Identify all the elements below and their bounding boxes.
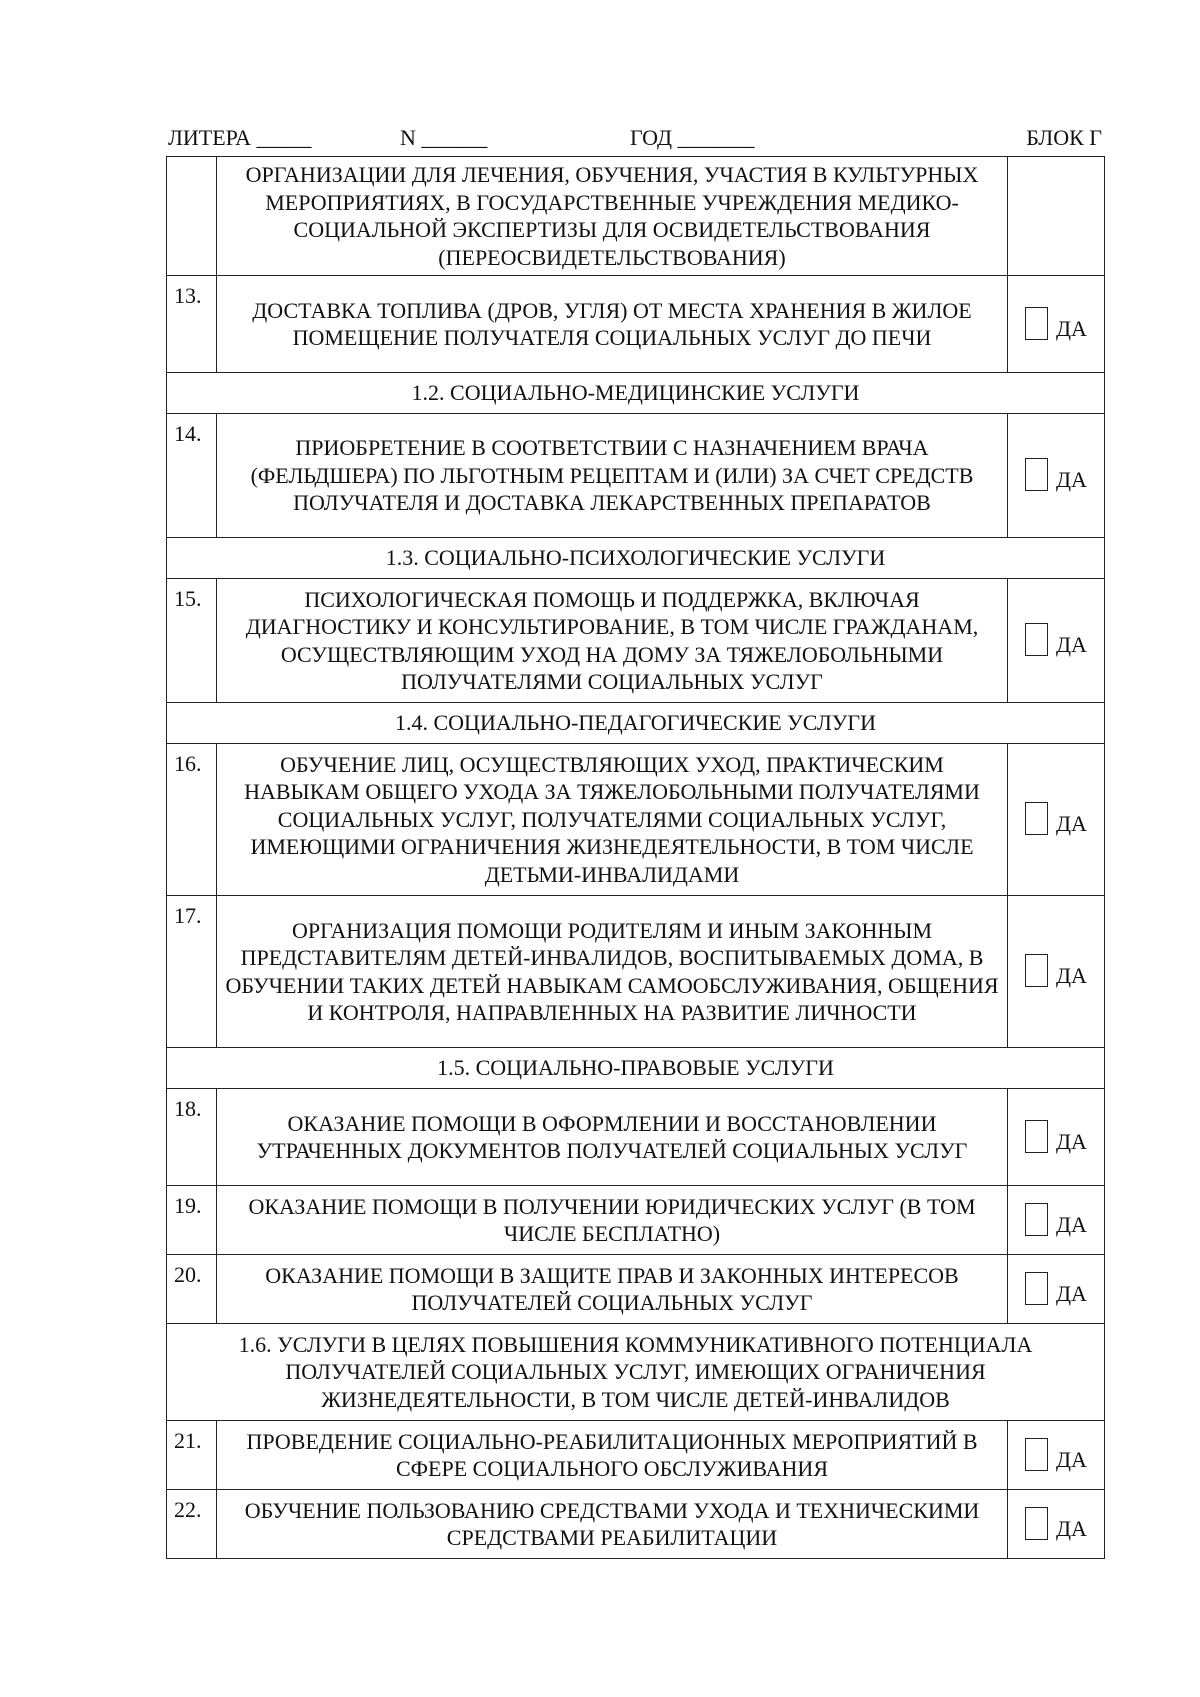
yes-label: ДА (1056, 1515, 1087, 1541)
item-description: ОРГАНИЗАЦИИ ДЛЯ ЛЕЧЕНИЯ, ОБУЧЕНИЯ, УЧАСТИЯ В КУЛЬТУРНЫХ МЕРОПРИЯТИЯХ, В ГОСУДАРСТВЕННЫЕ УЧРЕЖДЕНИЯ МЕДИКО-СОЦИАЛЬНОЙ ЭКСПЕРТИЗЫ ДЛЯ ОСВИДЕТЕЛЬСТВОВАНИЯ (ПЕРЕОСВИДЕТЕЛЬСТВОВАНИЯ) (217, 157, 1008, 276)
item-description: ДОСТАВКА ТОПЛИВА (ДРОВ, УГЛЯ) ОТ МЕСТА ХРАНЕНИЯ В ЖИЛОЕ ПОМЕЩЕНИЕ ПОЛУЧАТЕЛЯ СОЦИАЛЬНЫХ УСЛУГ ДО ПЕЧИ (217, 276, 1008, 373)
item-number: 22. (167, 1490, 217, 1559)
item-description: ПРИОБРЕТЕНИЕ В СООТВЕТСТВИИ С НАЗНАЧЕНИЕМ ВРАЧА (ФЕЛЬДШЕРА) ПО ЛЬГОТНЫМ РЕЦЕПТАМ И (ИЛИ) ЗА СЧЕТ СРЕДСТВ ПОЛУЧАТЕЛЯ И ДОСТАВКА ЛЕКАРСТВЕННЫХ ПРЕПАРАТОВ (217, 414, 1008, 538)
section-title: 1.5. СОЦИАЛЬНО-ПРАВОВЫЕ УСЛУГИ (167, 1048, 1105, 1089)
yes-label: ДА (1056, 315, 1087, 341)
check-cell (1008, 896, 1105, 1048)
form-header (168, 120, 1102, 156)
check-cell (1008, 414, 1105, 538)
section-title: 1.4. СОЦИАЛЬНО-ПЕДАГОГИЧЕСКИЕ УСЛУГИ (167, 703, 1105, 744)
item-number: 15. (167, 579, 217, 703)
yes-option (1025, 1115, 1087, 1158)
yes-checkbox[interactable] (1025, 1507, 1048, 1540)
item-number: 20. (167, 1255, 217, 1324)
table-row-continuation (167, 157, 1105, 276)
yes-option (1025, 453, 1087, 496)
yes-option (1025, 797, 1087, 840)
item-number: 18. (167, 1089, 217, 1186)
table-row-14 (167, 414, 1105, 538)
yes-option (1025, 1198, 1087, 1241)
section-header-1-6 (167, 1324, 1105, 1421)
yes-checkbox[interactable] (1025, 1272, 1048, 1305)
check-cell (1008, 1490, 1105, 1559)
item-description: ОКАЗАНИЕ ПОМОЩИ В ОФОРМЛЕНИИ И ВОССТАНОВЛЕНИИ УТРАЧЕННЫХ ДОКУМЕНТОВ ПОЛУЧАТЕЛЕЙ СОЦИАЛЬНЫХ УСЛУГ (217, 1089, 1008, 1186)
section-title: 1.6. УСЛУГИ В ЦЕЛЯХ ПОВЫШЕНИЯ КОММУНИКАТИВНОГО ПОТЕНЦИАЛА ПОЛУЧАТЕЛЕЙ СОЦИАЛЬНЫХ УСЛУГ, ИМЕЮЩИХ ОГРАНИЧЕНИЯ ЖИЗНЕДЕЯТЕЛЬНОСТИ, В ТОМ ЧИСЛЕ ДЕТЕЙ-ИНВАЛИДОВ (167, 1324, 1105, 1421)
yes-option (1025, 1267, 1087, 1310)
table-row-21 (167, 1421, 1105, 1490)
check-cell (1008, 276, 1105, 373)
check-cell (1008, 744, 1105, 896)
yes-checkbox[interactable] (1025, 1438, 1048, 1471)
check-cell (1008, 579, 1105, 703)
yes-label: ДА (1056, 1446, 1087, 1472)
yes-label: ДА (1056, 1211, 1087, 1237)
check-cell (1008, 1255, 1105, 1324)
item-number: 19. (167, 1186, 217, 1255)
yes-option (1025, 618, 1087, 661)
yes-checkbox[interactable] (1025, 458, 1048, 491)
table-row-15 (167, 579, 1105, 703)
yes-label: ДА (1056, 467, 1087, 493)
section-header-1-3 (167, 538, 1105, 579)
section-header-1-4 (167, 703, 1105, 744)
section-title: 1.3. СОЦИАЛЬНО-ПСИХОЛОГИЧЕСКИЕ УСЛУГИ (167, 538, 1105, 579)
yes-checkbox[interactable] (1025, 1203, 1048, 1236)
yes-label: ДА (1056, 811, 1087, 837)
section-header-1-2 (167, 373, 1105, 414)
item-description: ОБУЧЕНИЕ ЛИЦ, ОСУЩЕСТВЛЯЮЩИХ УХОД, ПРАКТИЧЕСКИМ НАВЫКАМ ОБЩЕГО УХОДА ЗА ТЯЖЕЛОБОЛЬНЫМИ ПОЛУЧАТЕЛЯМИ СОЦИАЛЬНЫХ УСЛУГ, ПОЛУЧАТЕЛЯМИ СОЦИАЛЬНЫХ УСЛУГ, ИМЕЮЩИМИ ОГРАНИЧЕНИЯ ЖИЗНЕДЕЯТЕЛЬНОСТИ, В ТОМ ЧИСЛЕ ДЕТЬМИ-ИНВАЛИДАМИ (217, 744, 1008, 896)
table-row-13 (167, 276, 1105, 373)
item-number: 21. (167, 1421, 217, 1490)
year-field: ГОД _______ (630, 125, 755, 150)
yes-option (1025, 302, 1087, 345)
yes-option (1025, 1502, 1087, 1545)
services-table (166, 156, 1105, 1559)
check-cell (1008, 1421, 1105, 1490)
check-cell (1008, 1089, 1105, 1186)
table-row-20 (167, 1255, 1105, 1324)
item-description: ОКАЗАНИЕ ПОМОЩИ В ПОЛУЧЕНИИ ЮРИДИЧЕСКИХ УСЛУГ (В ТОМ ЧИСЛЕ БЕСПЛАТНО) (217, 1186, 1008, 1255)
litera-field: ЛИТЕРА _____ (168, 125, 312, 150)
table-row-19 (167, 1186, 1105, 1255)
yes-option (1025, 1433, 1087, 1476)
item-number: 16. (167, 744, 217, 896)
check-cell-empty (1008, 157, 1105, 276)
block-label: БЛОК Г (1026, 125, 1102, 150)
item-description: ОРГАНИЗАЦИЯ ПОМОЩИ РОДИТЕЛЯМ И ИНЫМ ЗАКОННЫМ ПРЕДСТАВИТЕЛЯМ ДЕТЕЙ-ИНВАЛИДОВ, ВОСПИТЫВАЕМЫХ ДОМА, В ОБУЧЕНИИ ТАКИХ ДЕТЕЙ НАВЫКАМ САМООБСЛУЖИВАНИЯ, ОБЩЕНИЯ И КОНТРОЛЯ, НАПРАВЛЕННЫХ НА РАЗВИТИЕ ЛИЧНОСТИ (217, 896, 1008, 1048)
section-title: 1.2. СОЦИАЛЬНО-МЕДИЦИНСКИЕ УСЛУГИ (167, 373, 1105, 414)
yes-checkbox[interactable] (1025, 802, 1048, 835)
number-field: N ______ (400, 125, 488, 150)
yes-label: ДА (1056, 963, 1087, 989)
item-description: ПРОВЕДЕНИЕ СОЦИАЛЬНО-РЕАБИЛИТАЦИОННЫХ МЕРОПРИЯТИЙ В СФЕРЕ СОЦИАЛЬНОГО ОБСЛУЖИВАНИЯ (217, 1421, 1008, 1490)
yes-label: ДА (1056, 1280, 1087, 1306)
yes-label: ДА (1056, 1128, 1087, 1154)
table-row-17 (167, 896, 1105, 1048)
section-header-1-5 (167, 1048, 1105, 1089)
item-description: ПСИХОЛОГИЧЕСКАЯ ПОМОЩЬ И ПОДДЕРЖКА, ВКЛЮЧАЯ ДИАГНОСТИКУ И КОНСУЛЬТИРОВАНИЕ, В ТОМ ЧИСЛЕ ГРАЖДАНАМ, ОСУЩЕСТВЛЯЮЩИМ УХОД НА ДОМУ ЗА ТЯЖЕЛОБОЛЬНЫМИ ПОЛУЧАТЕЛЯМИ СОЦИАЛЬНЫХ УСЛУГ (217, 579, 1008, 703)
yes-label: ДА (1056, 632, 1087, 658)
yes-checkbox[interactable] (1025, 623, 1048, 656)
table-row-18 (167, 1089, 1105, 1186)
yes-checkbox[interactable] (1025, 954, 1048, 987)
item-number: 14. (167, 414, 217, 538)
table-row-16 (167, 744, 1105, 896)
item-description: ОБУЧЕНИЕ ПОЛЬЗОВАНИЮ СРЕДСТВАМИ УХОДА И ТЕХНИЧЕСКИМИ СРЕДСТВАМИ РЕАБИЛИТАЦИИ (217, 1490, 1008, 1559)
yes-option (1025, 949, 1087, 992)
item-number: 17. (167, 896, 217, 1048)
table-row-22 (167, 1490, 1105, 1559)
yes-checkbox[interactable] (1025, 1120, 1048, 1153)
check-cell (1008, 1186, 1105, 1255)
item-description: ОКАЗАНИЕ ПОМОЩИ В ЗАЩИТЕ ПРАВ И ЗАКОННЫХ ИНТЕРЕСОВ ПОЛУЧАТЕЛЕЙ СОЦИАЛЬНЫХ УСЛУГ (217, 1255, 1008, 1324)
item-number (167, 157, 217, 276)
yes-checkbox[interactable] (1025, 307, 1048, 340)
item-number: 13. (167, 276, 217, 373)
